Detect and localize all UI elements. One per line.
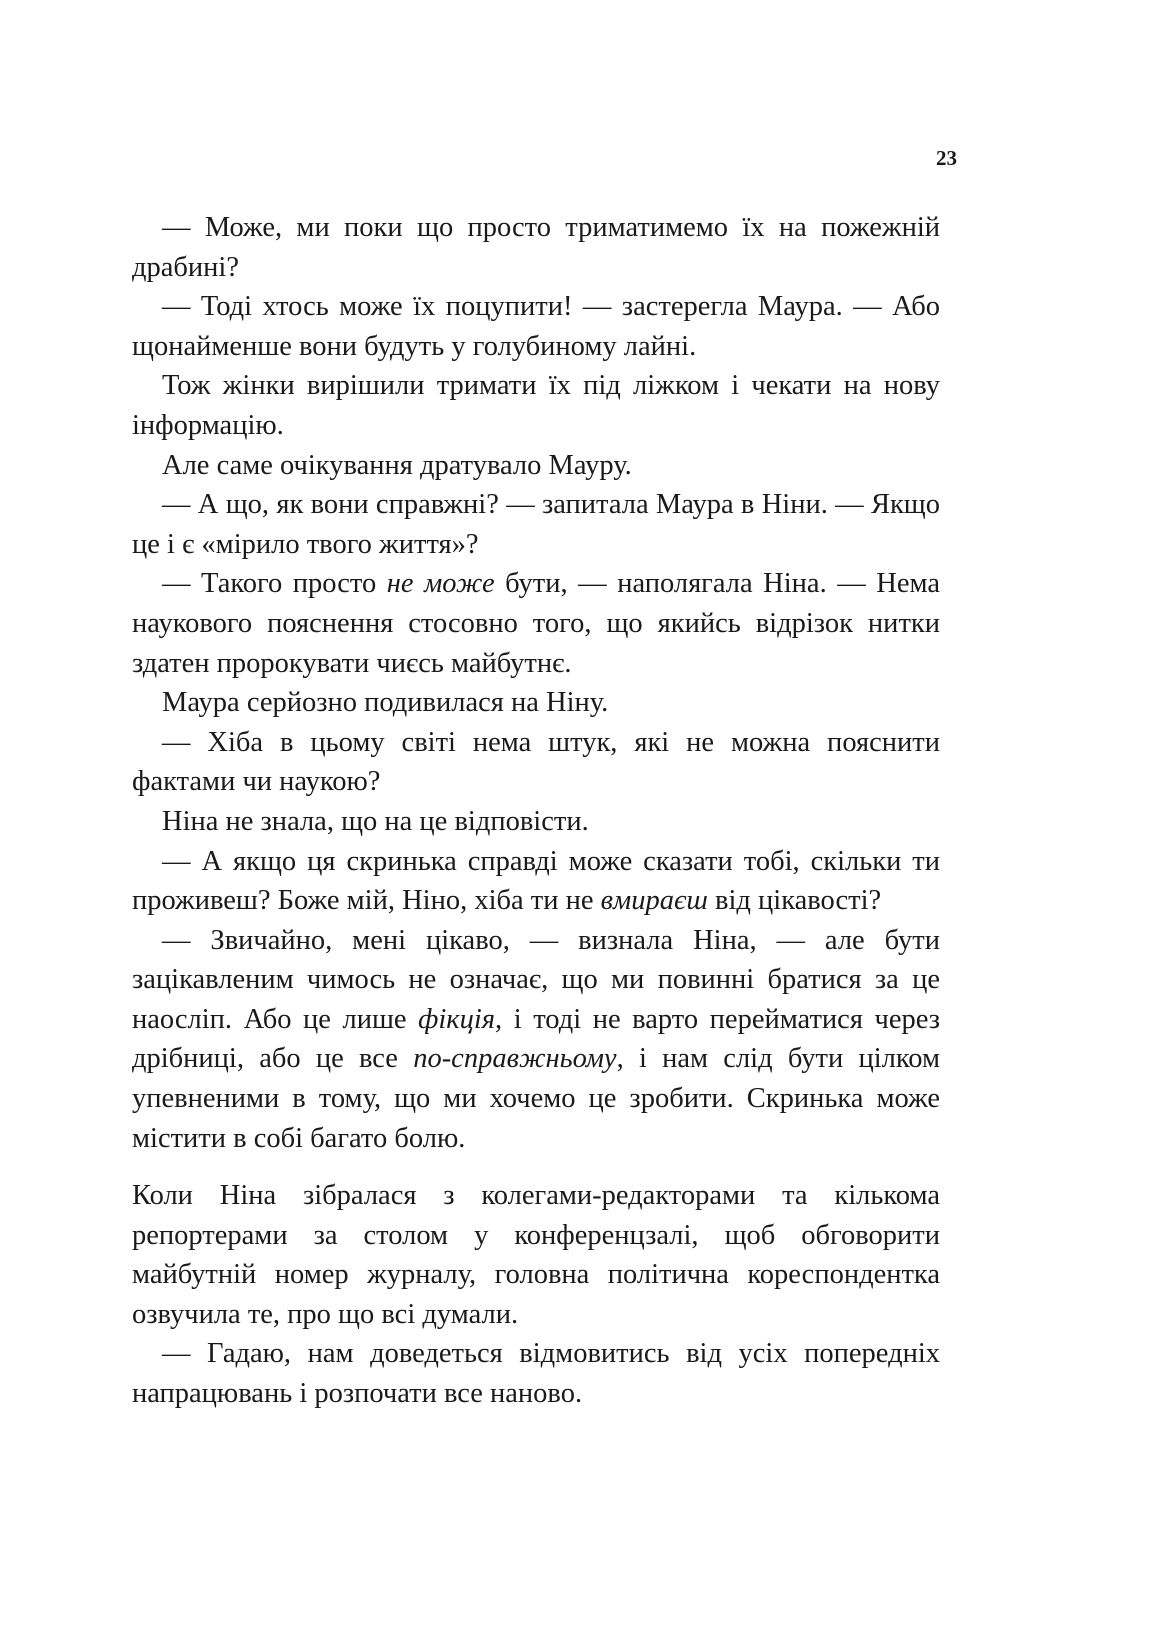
text-run: — Звичайно, мені цікаво, — визнала Ніна, — але бути зацікавленим чимось не означає, що ми повинні братися за це наосліп. Або це лише <box>132 924 940 1035</box>
paragraph: Ніна не знала, що на це відповісти. <box>162 805 589 837</box>
paragraph: Коли Ніна зібралася з колегами-редакторами та кількома репортерами за столом у конференцзалі, щоб обговорити майбутній номер журналу, головна політична кореспондентка озвучила те, про що всі думали. <box>132 1180 940 1330</box>
paragraph: — Тоді хтось може їх поцупити! — застерегла Маура. — Або щонайменше вони будуть у голубиному лайні. <box>132 291 940 362</box>
paragraph: — А що, як вони справжні? — запитала Маура в Ніни. — Якщо це і є «мірило твого життя»? <box>132 489 940 560</box>
emphasis: по-справжньому <box>413 1043 617 1075</box>
text-run: , і тоді не варто перейматися через дрібниці, або це все <box>132 1003 940 1075</box>
section-1 <box>132 208 940 1158</box>
emphasis: фікція <box>418 1003 496 1035</box>
paragraph: Але саме очікування дратувало Мауру. <box>162 449 632 481</box>
emphasis: вмираєш <box>600 885 708 917</box>
text-run: , і нам слід бути цілком упевненими в тому, що ми хочемо це зробити. Скринька може містити в собі багато болю. <box>132 1043 940 1154</box>
text-run: бути, — наполягала Ніна. — Нема наукового пояснення стосовно того, що якийсь відрізок нитки здатен пророкувати чиєсь майбутнє. <box>132 568 940 679</box>
paragraph <box>132 564 940 683</box>
page-number: 23 <box>936 146 957 170</box>
text-run: — А якщо ця скринька справді може сказати тобі, скільки ти проживеш? Боже мій, Ніно, хіба ти не <box>132 845 940 917</box>
paragraph: — Може, ми поки що просто триматимемо їх на пожежній драбині? <box>132 212 940 283</box>
text-run: від цікавості? <box>707 885 882 917</box>
paragraph: — Гадаю, нам доведеться відмовитись від усіх попередніх напрацювань і розпочати все наново. <box>132 1338 940 1409</box>
section-2 <box>132 1176 940 1414</box>
emphasis: не може <box>386 568 495 600</box>
paragraph: Маура серйозно подивилася на Ніну. <box>162 687 609 719</box>
paragraph <box>132 921 940 1159</box>
paragraph <box>132 842 940 921</box>
paragraph: Тож жінки вирішили тримати їх під ліжком і чекати на нову інформацію. <box>132 370 940 441</box>
text-run: — Такого просто <box>162 568 387 600</box>
paragraph: — Хіба в цьому світі нема штук, які не можна пояснити фактами чи наукою? <box>132 726 940 798</box>
